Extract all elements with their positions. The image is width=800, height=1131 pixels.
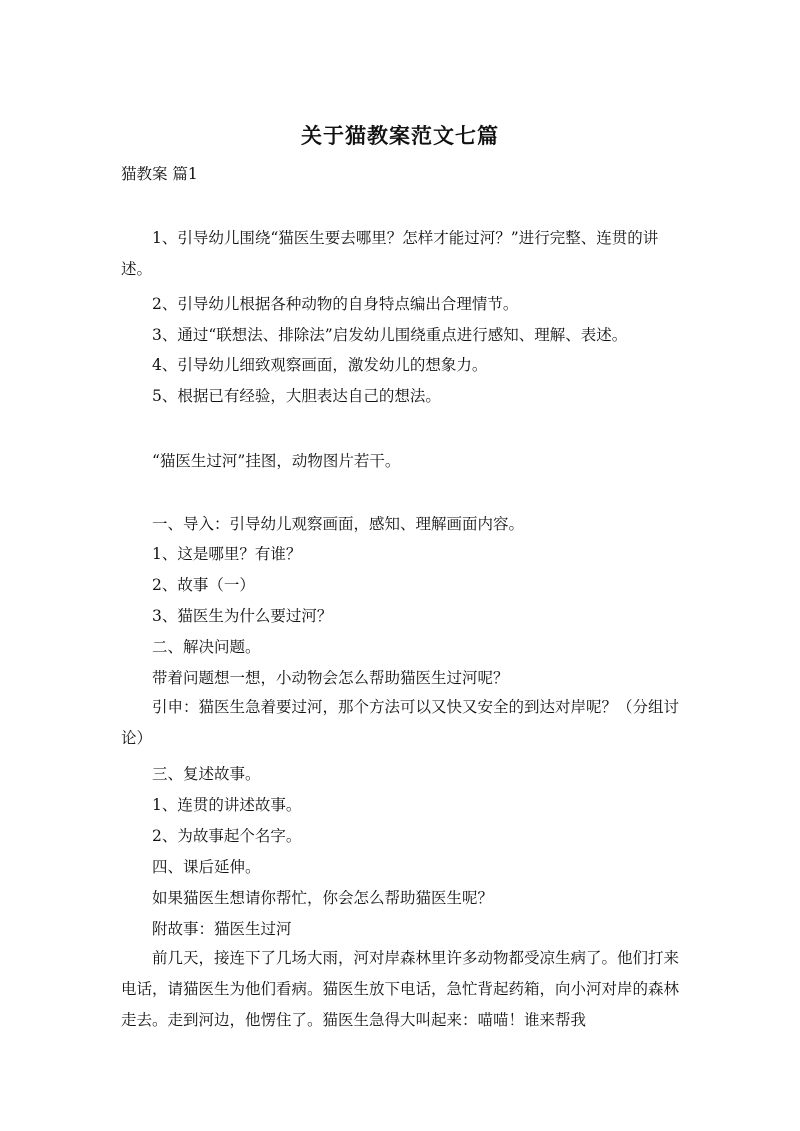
goal-item: 1、引导幼儿围绕“猫医生要去哪里？怎样才能过河？”进行完整、连贯的讲述。 xyxy=(121,229,659,278)
process-line: 二、解决问题。 xyxy=(152,638,261,656)
story-paragraph: 前几天，接连下了几场大雨，河对岸森林里许多动物都受凉生病了。他们打来电话，请猫医生为他们看病。猫医生放下电话，急忙背起药箱，向小河对岸的森林走去。走到河边，他愣住了。猫医生急得大叫起来：喵喵！谁来帮我 xyxy=(121,949,680,1029)
process-line: 一、导入：引导幼儿观察画面，感知、理解画面内容。 xyxy=(152,515,525,533)
story-title: 附故事：猫医生过河 xyxy=(152,920,292,938)
goal-item: 2、引导幼儿根据各种动物的自身特点编出合理情节。 xyxy=(152,295,519,313)
section-heading: 猫教案 篇1 xyxy=(121,165,198,183)
process-line: 四、课后延伸。 xyxy=(152,858,261,876)
document-title: 关于猫教案范文七篇 xyxy=(301,124,499,148)
process-line: 3、猫医生为什么要过河？ xyxy=(152,607,333,625)
process-paragraph: 引申：猫医生急着要过河，那个方法可以又快又安全的到达对岸呢？（分组讨论） xyxy=(121,698,680,747)
process-line: 带着问题想一想，小动物会怎么帮助猫医生过河呢？ xyxy=(152,669,509,687)
goal-item: 5、根据已有经验，大胆表达自己的想法。 xyxy=(152,387,441,405)
materials-text: “猫医生过河”挂图，动物图片若干。 xyxy=(152,452,401,470)
goal-item: 4、引导幼儿细致观察画面，激发幼儿的想象力。 xyxy=(152,356,488,374)
goal-item: 3、通过“联想法、排除法”启发幼儿围绕重点进行感知、理解、表述。 xyxy=(152,326,628,344)
process-line: 如果猫医生想请你帮忙，你会怎么帮助猫医生呢？ xyxy=(152,889,494,907)
process-line: 2、为故事起个名字。 xyxy=(152,827,302,845)
process-line: 1、这是哪里？有谁？ xyxy=(152,545,302,563)
process-line: 三、复述故事。 xyxy=(152,765,261,783)
process-line: 1、连贯的讲述故事。 xyxy=(152,796,302,814)
process-line: 2、故事（一） xyxy=(152,576,255,594)
